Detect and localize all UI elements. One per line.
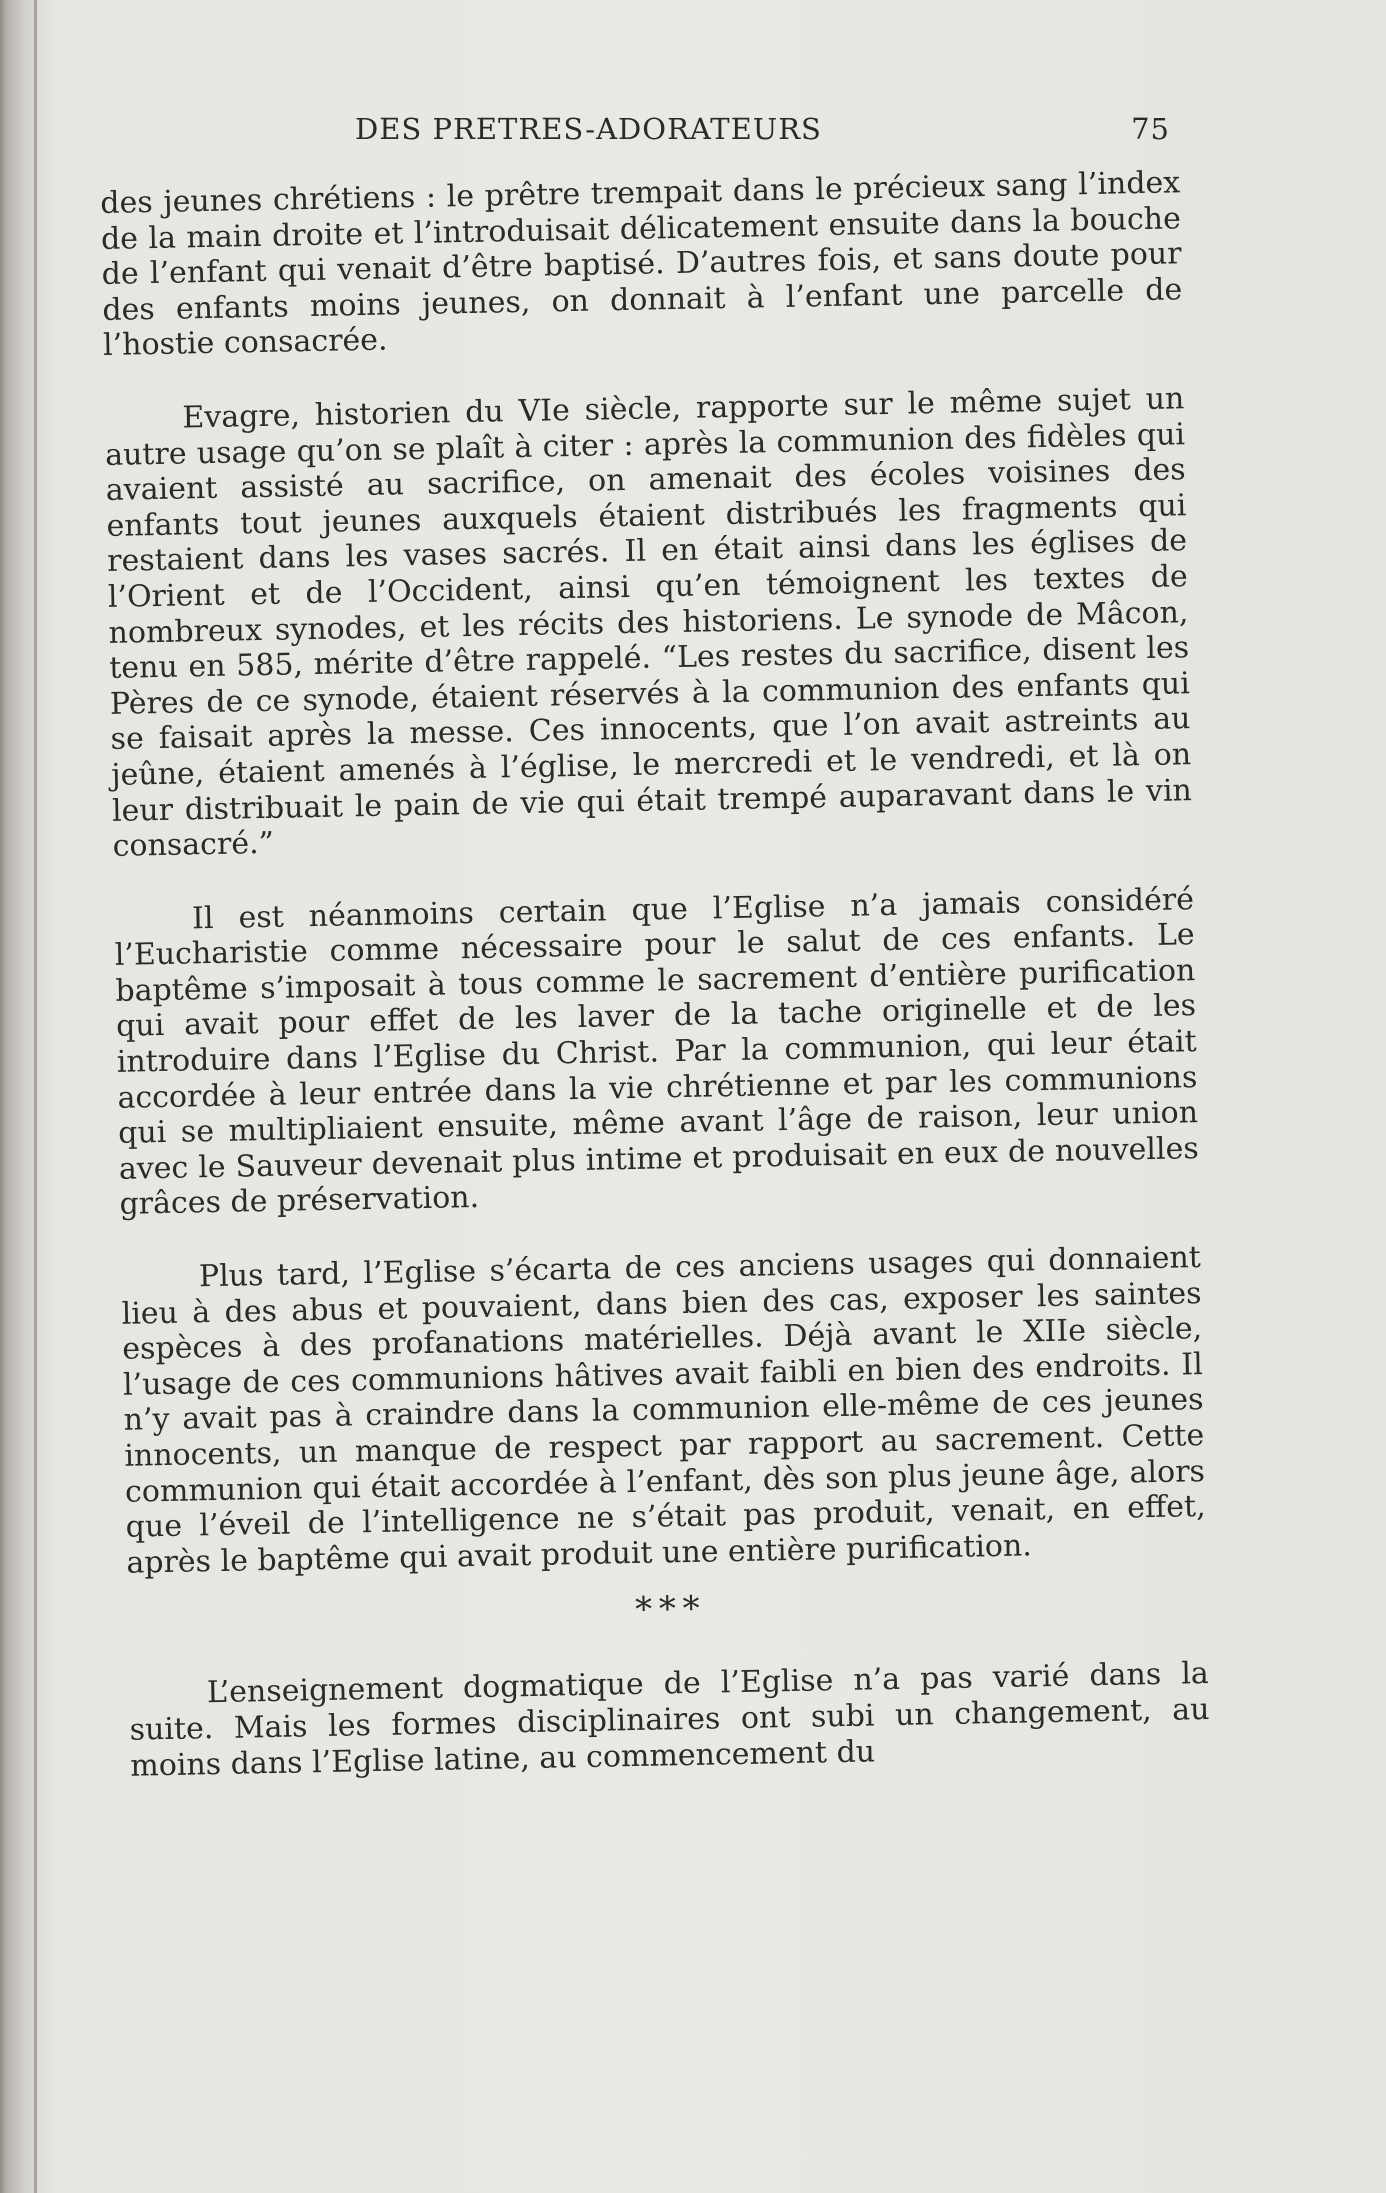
paragraph-5: L’enseignement dogmatique de l’Eglise n’a pas varié dans la suite. Mais les formes disciplinaires ont subi un changement, au moins dans l’Eglise latine, au commencement du <box>129 1656 1210 1784</box>
paragraph-3: Il est néanmoins certain que l’Eglise n’a jamais considéré l’Eucharistie comme nécessaire pour le salut de ces enfants. Le baptême s’imposait à tous comme le sacrement d’entière purification qui avait pour effet de les laver de la tache originelle et de les introduire dans l’Eglise du Christ. Par la communion, qui leur était accordée à leur entrée dans la vie chrétienne et par les communions qui se multipliaient ensuite, même avant l’âge de raison, leur union avec le Sauveur devenait plus intime et produisait en eux de nouvelles grâces de préservation. <box>114 881 1200 1223</box>
running-title: DES PRETRES-ADORATEURS <box>355 112 822 146</box>
paragraph-1: des jeunes chrétiens : le prêtre trempait dans le précieux sang l’index de la main droite et l’introduisait délicatement ensuite dans la bouche de l’enfant qui venait d’être baptisé. D’autres fois, et sans doute pour des enfants moins jeunes, on donnait à l’enfant une parcelle de l’hostie consacrée. <box>100 165 1183 364</box>
paragraph-2: Evagre, historien du VIe siècle, rapporte sur le même sujet un autre usage qu’on se plaît à citer : après la communion des fidèles qui avaient assisté au sacrifice, on amenait des écoles voisines des enfants tout jeunes auxquels étaient distribués les fragments qui restaient dans les vases sacrés. Il en était ainsi dans les églises de l’Orient et de l’Occident, ainsi qu’en témoignent les textes de nombreux synodes, et les récits des historiens. Le synode de Mâcon, tenu en 585, mérite d’être rappelé. “Les restes du sacrifice, disent les Pères de ce synode, étaient réservés à la communion des enfants qui se faisait après la messe. Ces innocents, que l’on avait astreints au jeûne, étaient amenés à l’église, le mercredi et le vendredi, et là on leur distribuait le pain de vie qui était trempé auparavant dans le vin consacré.” <box>104 381 1193 864</box>
paragraph-4: Plus tard, l’Eglise s’écarta de ces anciens usages qui donnaient lieu à des abus et pouvaient, dans bien des cas, exposer les saintes espèces à des profanations matérielles. Déjà avant le XIIe siècle, l’usage de ces communions hâtives avait faibli en bien des endroits. Il n’y avait pas à craindre dans la communion elle-même de ces jeunes innocents, un manque de respect par rapport au sacrement. Cette communion qui était accordée à l’enfant, dès son plus jeune âge, alors que l’éveil de l’intelligence ne s’était pas produit, venait, en effet, après le baptême qui avait produit une entière purification. <box>121 1240 1206 1581</box>
page-header <box>355 112 1170 152</box>
page-number: 75 <box>1131 112 1170 146</box>
section-ornament: * * * <box>634 1589 701 1631</box>
page-body <box>100 165 1210 1784</box>
gutter-edge <box>34 0 37 2193</box>
